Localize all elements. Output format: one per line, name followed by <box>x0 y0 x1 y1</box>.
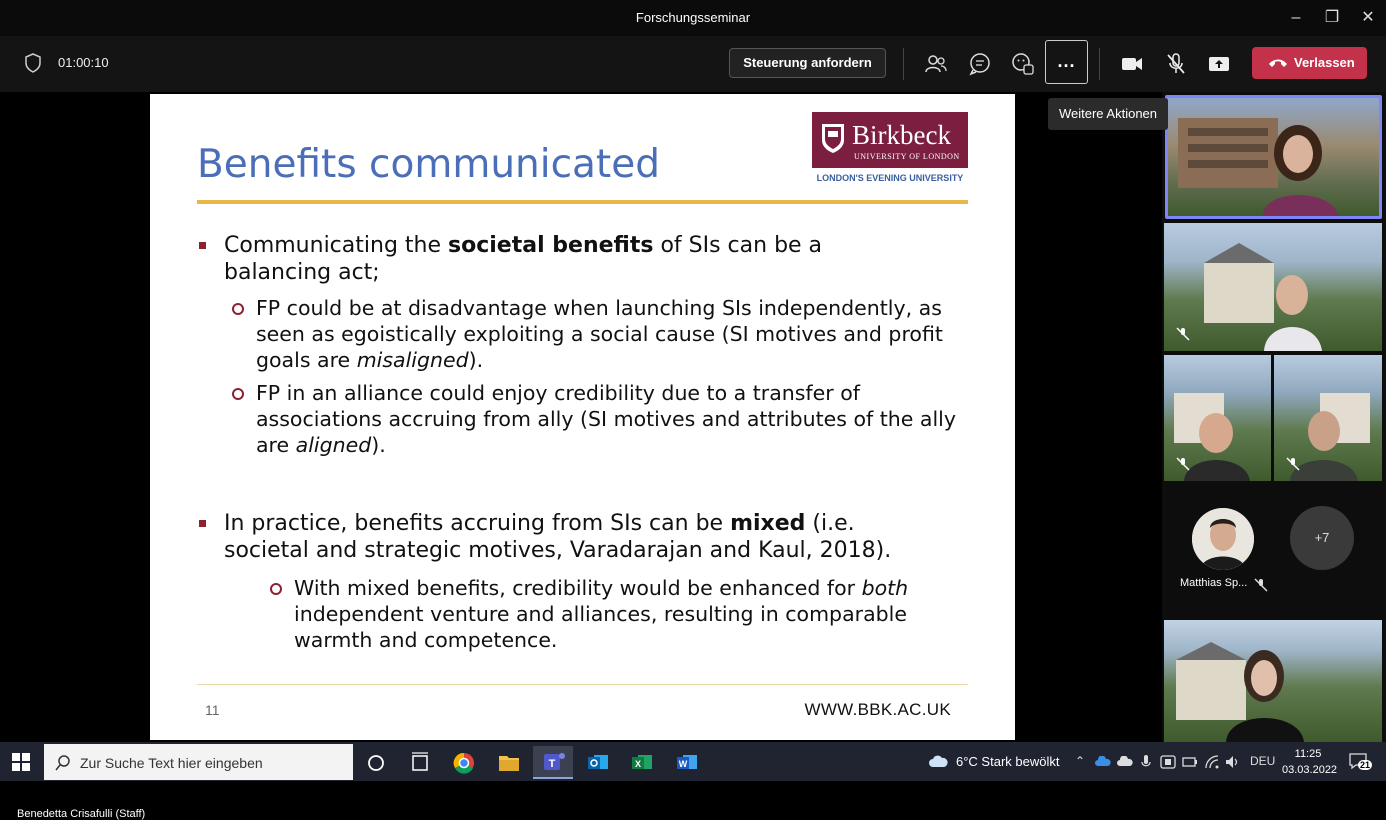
cloud-icon <box>928 754 948 768</box>
logo-box <box>812 112 968 168</box>
chrome-icon[interactable] <box>444 746 484 779</box>
shield-icon[interactable] <box>24 53 42 73</box>
video-tile-participant[interactable] <box>1274 355 1382 481</box>
restore-button[interactable]: ❐ <box>1324 9 1340 26</box>
bullet-text: of SIs can be a balancing act; <box>224 233 823 285</box>
bullet-marker <box>199 242 206 249</box>
more-participants-button[interactable]: +7 <box>1290 506 1354 570</box>
teams-icon <box>533 746 573 777</box>
sub-bullet-2 <box>256 380 956 458</box>
sub-bullet-3 <box>294 575 934 653</box>
teams-taskbar-button[interactable] <box>533 746 573 779</box>
tray-app-icon[interactable] <box>1160 754 1176 770</box>
birkbeck-logo <box>812 112 968 184</box>
clock-date: 03.03.2022 <box>1282 764 1338 776</box>
camera-icon[interactable] <box>1118 50 1146 78</box>
video-tile-speaker[interactable] <box>1165 95 1382 219</box>
volume-icon[interactable] <box>1225 755 1241 769</box>
logo-name: Birkbeck <box>852 120 951 150</box>
weather-text[interactable]: 6°C Stark bewölkt <box>956 754 1060 769</box>
avatar[interactable] <box>1192 508 1254 570</box>
video-tile-participant[interactable] <box>1164 223 1382 351</box>
slide-title: Benefits communicated <box>197 142 660 187</box>
sub-bullet-text: FP in an alliance could enjoy credibility due to a transfer of associations accruing from ally (SI motives and attributes of the ally are <box>256 381 957 457</box>
microphone-icon[interactable] <box>1140 754 1152 770</box>
title-divider <box>197 200 968 204</box>
phone-hangup-icon <box>1268 57 1288 69</box>
presenter-name: Benedetta Crisafulli (Staff) <box>17 808 146 820</box>
minimize-button[interactable]: – <box>1291 9 1301 26</box>
tray-chevron-icon[interactable]: ⌃ <box>1075 754 1086 768</box>
avatar-photo <box>1192 508 1254 570</box>
windows-start-icon[interactable] <box>12 753 30 771</box>
crest-icon <box>820 122 846 154</box>
taskbar-clock[interactable] <box>1282 746 1338 778</box>
chat-icon[interactable] <box>966 50 994 78</box>
more-actions-tooltip: Weitere Aktionen <box>1048 98 1168 130</box>
window-title: Forschungsseminar <box>635 10 751 25</box>
word-icon[interactable] <box>667 746 707 779</box>
explorer-icon[interactable] <box>489 746 529 779</box>
more-actions-button[interactable] <box>1045 40 1088 84</box>
taskbar-search[interactable] <box>44 744 353 780</box>
leave-button[interactable] <box>1252 47 1367 79</box>
participant-video <box>1164 620 1382 742</box>
participant-gallery <box>1162 92 1386 742</box>
sub-bullet-text: independent venture and alliances, resulting in comparable warmth and competence. <box>294 602 907 652</box>
request-control-button[interactable]: Steuerung anfordern <box>729 48 886 78</box>
svg-text:T: T <box>548 758 556 770</box>
mic-off-icon <box>1176 327 1190 341</box>
bullet-2 <box>224 510 934 564</box>
speaker-video <box>1168 98 1379 216</box>
video-tile-participant[interactable] <box>1164 355 1271 481</box>
svg-text:X: X <box>634 759 642 769</box>
reactions-icon[interactable] <box>1009 50 1037 78</box>
video-tile-participant[interactable] <box>1164 620 1382 742</box>
search-placeholder: Zur Suche Text hier eingeben <box>80 755 263 771</box>
sub-bullet-marker <box>232 388 244 400</box>
svg-text:W: W <box>678 759 688 769</box>
window-titlebar <box>0 0 1386 36</box>
notification-button[interactable] <box>1348 752 1372 772</box>
wifi-icon[interactable] <box>1204 754 1220 770</box>
mic-off-icon <box>1286 457 1300 471</box>
clock-time: 11:25 <box>1294 748 1322 760</box>
excel-icon[interactable] <box>622 746 662 779</box>
cloud-storage-icon[interactable] <box>1117 756 1133 767</box>
footer-divider <box>197 684 968 685</box>
presentation-slide <box>150 94 1015 740</box>
bullet-1 <box>224 232 934 286</box>
mic-off-icon <box>1254 578 1268 592</box>
leave-label: Verlassen <box>1294 55 1355 70</box>
sub-bullet-italic: misaligned <box>356 348 469 372</box>
logo-subtitle: UNIVERSITY OF LONDON <box>854 152 960 161</box>
mic-off-icon[interactable] <box>1162 50 1190 78</box>
sub-bullet-marker <box>232 303 244 315</box>
logo-tagline: LONDON'S EVENING UNIVERSITY <box>816 173 964 183</box>
bullet-bold: societal benefits <box>448 233 654 258</box>
task-view-icon[interactable] <box>400 746 440 779</box>
search-icon <box>54 754 72 772</box>
battery-icon[interactable] <box>1182 755 1198 769</box>
sub-bullet-text: ). <box>468 348 484 372</box>
sub-bullet-italic: both <box>861 576 909 600</box>
close-button[interactable]: ✕ <box>1361 9 1375 26</box>
bullet-text: In practice, benefits accruing from SIs can be <box>224 511 731 536</box>
sub-bullet-text: With mixed benefits, credibility would be enhanced for <box>294 576 862 600</box>
slide-url: WWW.BBK.AC.UK <box>804 700 951 719</box>
language-indicator[interactable]: DEU <box>1250 754 1276 768</box>
windows-taskbar <box>0 742 1386 781</box>
onedrive-icon[interactable] <box>1095 756 1111 767</box>
share-icon[interactable] <box>1205 50 1233 78</box>
sub-bullet-text: ). <box>371 433 386 457</box>
sub-bullet-text: FP could be at disadvantage when launching SIs independently, as seen as egoistically exploiting a social cause (SI motives and profit goals are <box>256 296 943 372</box>
meeting-toolbar <box>0 36 1386 92</box>
sub-bullet-italic: aligned <box>295 433 372 457</box>
toolbar-divider <box>903 48 904 80</box>
bullet-marker <box>199 520 206 527</box>
notification-count: 21 <box>1360 760 1371 770</box>
mic-off-icon <box>1176 457 1190 471</box>
bullet-text: Communicating the <box>224 233 448 258</box>
people-icon[interactable] <box>922 50 950 78</box>
participant-video <box>1164 223 1382 351</box>
more-icon: ... <box>1057 51 1076 71</box>
bullet-text: (i.e. societal and strategic motives, Varadarajan and Kaul, 2018). <box>224 511 892 563</box>
meeting-timer: 01:00:10 <box>58 55 109 70</box>
cortana-icon[interactable] <box>356 746 396 779</box>
toolbar-divider <box>1099 48 1100 80</box>
outlook-icon[interactable] <box>578 746 618 779</box>
sub-bullet-1 <box>256 295 956 373</box>
bullet-bold: mixed <box>730 511 806 536</box>
slide-number: 11 <box>205 702 220 718</box>
participant-name: Matthias Sp... <box>1180 577 1248 589</box>
sub-bullet-marker <box>270 583 282 595</box>
